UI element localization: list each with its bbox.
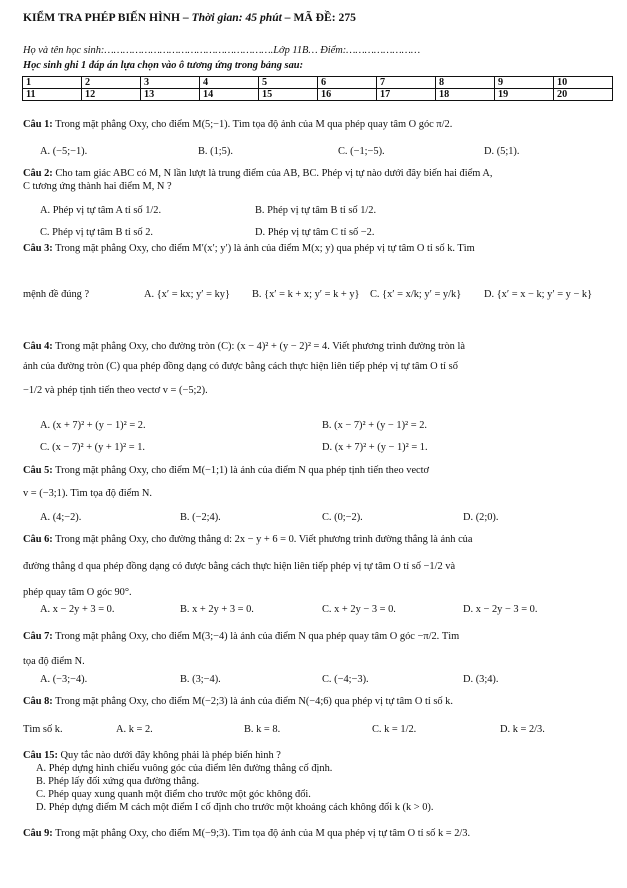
- question-label: Câu 5:: [23, 465, 53, 476]
- q3-option-b[interactable]: B. {x′ = k + x; y′ = k + y}: [252, 289, 360, 300]
- question-2-cont: C tương ứng thành hai điểm M, N ?: [23, 181, 172, 192]
- student-info-line: Họ và tên học sinh:……………………………………………….Lớp 11B… Điểm:……………………: [23, 45, 421, 56]
- q2-option-d[interactable]: D. Phép vị tự tâm C tỉ số −2.: [255, 227, 375, 238]
- q5-option-b[interactable]: B. (−2;4).: [180, 512, 221, 523]
- q8-option-a[interactable]: A. k = 2.: [116, 724, 153, 735]
- question-4-cont: ảnh của đường tròn (C) qua phép đồng dạng có được bằng cách thực hiện liên tiếp phép vị tự tâm O tỉ số: [23, 361, 458, 372]
- q5-option-a[interactable]: A. (4;−2).: [40, 512, 82, 523]
- question-5-cont: v = (−3;1). Tìm tọa độ điểm N.: [23, 488, 152, 499]
- answer-cell[interactable]: 10: [554, 77, 613, 89]
- q8-option-d[interactable]: D. k = 2/3.: [500, 724, 545, 735]
- question-5: [23, 464, 429, 477]
- answer-cell[interactable]: 7: [377, 77, 436, 89]
- question-label: Câu 7:: [23, 631, 53, 642]
- q15-option-d[interactable]: D. Phép dựng điểm M cách một điểm I cố định cho trước một khoảng cách không đổi k (k > 0).: [36, 802, 434, 813]
- exam-title: KIỂM TRA PHÉP BIẾN HÌNH –: [23, 11, 189, 24]
- q8-option-c[interactable]: C. k = 1/2.: [372, 724, 417, 735]
- instruction-line: Học sinh ghi 1 đáp án lựa chọn vào ô tương ứng trong bảng sau:: [23, 60, 304, 71]
- question-6: [23, 533, 473, 546]
- question-label: Câu 1:: [23, 119, 53, 130]
- answer-cell[interactable]: 1: [23, 77, 82, 89]
- question-label: Câu 8:: [23, 696, 53, 707]
- question-8-cont: Tìm số k.: [23, 724, 63, 735]
- answer-cell[interactable]: 18: [436, 89, 495, 101]
- q1-option-b[interactable]: B. (1;5).: [198, 146, 233, 157]
- q15-option-a[interactable]: A. Phép dựng hình chiếu vuông góc của điểm lên đường thẳng cố định.: [36, 763, 333, 774]
- answer-cell[interactable]: 19: [495, 89, 554, 101]
- answer-cell[interactable]: 5: [259, 77, 318, 89]
- q8-option-b[interactable]: B. k = 8.: [244, 724, 281, 735]
- exam-duration: Thời gian: 45 phút –: [188, 11, 294, 24]
- q6-option-a[interactable]: A. x − 2y + 3 = 0.: [40, 604, 115, 615]
- question-text: Trong mặt phẳng Oxy, cho đường tròn (C): (x − 4)² + (y − 2)² = 4. Viết phương trình đường tròn là: [55, 341, 465, 352]
- answer-cell[interactable]: 2: [82, 77, 141, 89]
- answer-row-2: [23, 89, 613, 101]
- q7-option-d[interactable]: D. (3;4).: [463, 674, 499, 685]
- q4-option-a[interactable]: A. (x + 7)² + (y − 1)² = 2.: [40, 420, 146, 431]
- q4-option-d[interactable]: D. (x + 7)² + (y − 1)² = 1.: [322, 442, 428, 453]
- question-text: Trong mặt phẳng Oxy, cho điểm M(−9;3). Tìm tọa độ ảnh của M qua phép vị tự tâm O tỉ số k = 2/3.: [55, 828, 471, 839]
- q1-option-c[interactable]: C. (−1;−5).: [338, 146, 385, 157]
- q3-option-c[interactable]: C. {x′ = x/k; y′ = y/k}: [370, 289, 462, 300]
- question-label: Câu 6:: [23, 534, 53, 545]
- question-text: Trong mặt phẳng Oxy, cho đường thẳng d: 2x − y + 6 = 0. Viết phương trình đường thẳng là ảnh của: [55, 534, 473, 545]
- q15-option-c[interactable]: C. Phép quay xung quanh một điểm cho trước một góc không đổi.: [36, 789, 311, 800]
- answer-cell[interactable]: 12: [82, 89, 141, 101]
- question-text: Cho tam giác ABC có M, N lần lượt là trung điểm của AB, BC. Phép vị tự nào dưới đây biến hai điểm A,: [55, 168, 493, 179]
- question-3-cont: mệnh đề đúng ?: [23, 289, 90, 300]
- question-7-cont: tọa độ điểm N.: [23, 656, 85, 667]
- answer-cell[interactable]: 3: [141, 77, 200, 89]
- q4-option-c[interactable]: C. (x − 7)² + (y + 1)² = 1.: [40, 442, 145, 453]
- answer-cell[interactable]: 8: [436, 77, 495, 89]
- q15-option-b[interactable]: B. Phép lấy đối xứng qua đường thẳng.: [36, 776, 200, 787]
- question-label: Câu 4:: [23, 341, 53, 352]
- question-8: [23, 695, 453, 708]
- answer-row-1: [23, 77, 613, 89]
- exam-header: [23, 11, 356, 24]
- q3-option-a[interactable]: A. {x′ = kx; y′ = ky}: [144, 289, 230, 300]
- q5-option-c[interactable]: C. (0;−2).: [322, 512, 363, 523]
- question-3: [23, 242, 475, 255]
- q6-option-c[interactable]: C. x + 2y − 3 = 0.: [322, 604, 396, 615]
- q2-option-b[interactable]: B. Phép vị tự tâm B tỉ số 1/2.: [255, 205, 377, 216]
- q7-option-b[interactable]: B. (3;−4).: [180, 674, 221, 685]
- question-text: Trong mặt phẳng Oxy, cho điểm M(5;−1). Tìm tọa độ ảnh của M qua phép quay tâm O góc π/2.: [55, 119, 453, 130]
- answer-cell[interactable]: 11: [23, 89, 82, 101]
- question-15: [23, 749, 281, 762]
- question-4-cont2: −1/2 và phép tịnh tiến theo vectơ v = (−5;2).: [23, 385, 208, 396]
- q2-option-a[interactable]: A. Phép vị tự tâm A tỉ số 1/2.: [40, 205, 162, 216]
- answer-cell[interactable]: 6: [318, 77, 377, 89]
- question-6-cont2: phép quay tâm O góc 90°.: [23, 587, 132, 598]
- q5-option-d[interactable]: D. (2;0).: [463, 512, 499, 523]
- q1-option-d[interactable]: D. (5;1).: [484, 146, 520, 157]
- question-9: [23, 827, 470, 840]
- exam-code: MÃ ĐỀ: 275: [293, 11, 356, 24]
- question-text: Trong mặt phẳng Oxy, cho điểm M(−1;1) là ảnh của điểm N qua phép tịnh tiến theo vectơ: [55, 465, 430, 476]
- question-text: Trong mặt phẳng Oxy, cho điểm M(−2;3) là ảnh của điểm N(−4;6) qua phép vị tự tâm O tỉ số k.: [55, 696, 453, 707]
- q3-option-d[interactable]: D. {x′ = x − k; y′ = y − k}: [484, 289, 593, 300]
- answer-cell[interactable]: 16: [318, 89, 377, 101]
- question-1: [23, 118, 452, 131]
- answer-cell[interactable]: 14: [200, 89, 259, 101]
- answer-cell[interactable]: 20: [554, 89, 613, 101]
- question-6-cont: đường thẳng d qua phép đồng dạng có được bằng cách thực hiện liên tiếp phép vị tự tâm O tỉ số −1/2 và: [23, 561, 456, 572]
- question-text: Quy tắc nào dưới đây không phải là phép biến hình ?: [60, 750, 281, 761]
- q6-option-b[interactable]: B. x + 2y + 3 = 0.: [180, 604, 254, 615]
- q7-option-c[interactable]: C. (−4;−3).: [322, 674, 369, 685]
- question-7: [23, 630, 459, 643]
- answer-cell[interactable]: 4: [200, 77, 259, 89]
- question-2: [23, 167, 492, 180]
- q2-option-c[interactable]: C. Phép vị tự tâm B tỉ số 2.: [40, 227, 154, 238]
- q1-option-a[interactable]: A. (−5;−1).: [40, 146, 88, 157]
- question-label: Câu 9:: [23, 828, 53, 839]
- answer-cell[interactable]: 9: [495, 77, 554, 89]
- question-label: Câu 2:: [23, 168, 53, 179]
- answer-cell[interactable]: 15: [259, 89, 318, 101]
- answer-cell[interactable]: 13: [141, 89, 200, 101]
- answer-cell[interactable]: 17: [377, 89, 436, 101]
- q7-option-a[interactable]: A. (−3;−4).: [40, 674, 88, 685]
- question-label: Câu 15:: [23, 750, 58, 761]
- q6-option-d[interactable]: D. x − 2y − 3 = 0.: [463, 604, 538, 615]
- question-text: Trong mặt phẳng Oxy, cho điểm M(3;−4) là ảnh của điểm N qua phép quay tâm O góc −π/2. Tìm: [55, 631, 460, 642]
- question-label: Câu 3:: [23, 243, 53, 254]
- answer-table: [22, 76, 613, 101]
- question-4: [23, 340, 465, 353]
- q4-option-b[interactable]: B. (x − 7)² + (y − 1)² = 2.: [322, 420, 427, 431]
- question-text: Trong mặt phẳng Oxy, cho điểm M′(x′; y′) là ảnh của điểm M(x; y) qua phép vị tự tâm O tỉ số k. Tìm: [55, 243, 475, 254]
